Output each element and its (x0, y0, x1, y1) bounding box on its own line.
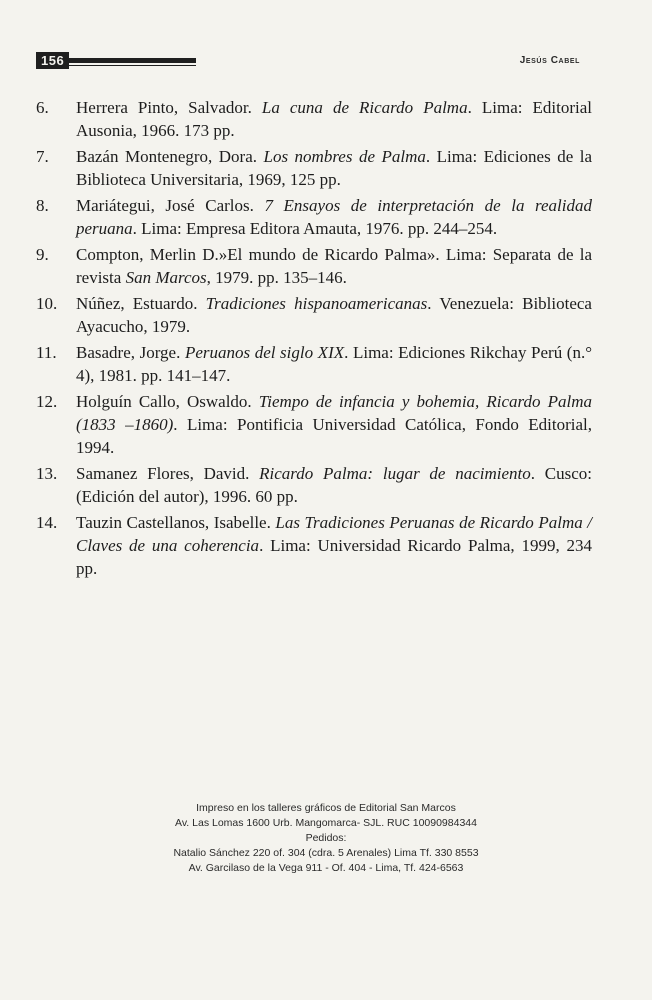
entry-text (76, 513, 592, 578)
entry-publication: . Venezuela: Biblioteca Ayacucho, 1979. (76, 294, 592, 336)
colophon-orders-address-2: Av. Garcilaso de la Vega 911 - Of. 404 - Lima, Tf. 424-6563 (188, 862, 464, 874)
entry-text (76, 196, 592, 238)
bibliography-entry (36, 341, 592, 387)
header-rule-thin (68, 65, 196, 66)
printer-colophon (0, 801, 652, 876)
entry-title: Los nombres de Palma (263, 147, 426, 166)
header-rule (68, 58, 196, 63)
colophon-orders-address-1: Natalio Sánchez 220 of. 304 (cdra. 5 Arenales) Lima Tf. 330 8553 (173, 847, 479, 859)
entry-text (76, 464, 592, 506)
page-header (36, 52, 592, 70)
entry-title: Tradiciones hispanoamericanas (205, 294, 428, 313)
entry-title: 7 Ensayos de interpretación de la realidad peruana (76, 196, 592, 238)
entry-author: Tauzin Castellanos, Isabelle. (76, 513, 276, 532)
entry-number: 9. (36, 245, 49, 264)
entry-number: 7. (36, 147, 49, 166)
running-head: Jesús Cabel (519, 55, 580, 66)
entry-publication: . Lima: Universidad Ricardo Palma, 1999, 234 pp. (76, 536, 592, 578)
entry-number: 12. (36, 392, 58, 411)
colophon-address: Av. Las Lomas 1600 Urb. Mangomarca- SJL. RUC 10090984344 (175, 817, 477, 829)
entry-author: Bazán Montenegro, Dora. (76, 147, 264, 166)
entry-text (76, 98, 592, 140)
bibliography-list (36, 96, 592, 583)
entry-publication: . Lima: Pontificia Universidad Católica, Fondo Editorial, 1994. (76, 415, 592, 457)
bibliography-entry (36, 511, 592, 580)
entry-text (76, 245, 592, 287)
entry-title: Peruanos del siglo XIX (184, 343, 345, 362)
entry-text (76, 343, 592, 385)
entry-number: 13. (36, 464, 58, 483)
bibliography-entry (36, 390, 592, 459)
entry-author: Holguín Callo, Oswaldo. (76, 392, 259, 411)
entry-title: Tiempo de infancia y bohemia, Ricardo Palma (1833 –1860) (76, 392, 592, 434)
entry-author: Herrera Pinto, Salvador. (76, 98, 262, 117)
entry-publication: . Lima: Editorial Ausonia, 1966. 173 pp. (76, 98, 592, 140)
colophon-printer: Impreso en los talleres gráficos de Editorial San Marcos (196, 802, 456, 814)
bibliography-entry (36, 292, 592, 338)
entry-number: 6. (36, 98, 49, 117)
page-number: 156 (36, 52, 69, 69)
entry-publication: . Lima: Ediciones Rikchay Perú (n.° 4), 1981. pp. 141–147. (76, 343, 592, 385)
entry-number: 8. (36, 196, 49, 215)
entry-author: Núñez, Estuardo. (76, 294, 206, 313)
entry-title: La cuna de Ricardo Palma (261, 98, 468, 117)
entry-text (76, 294, 592, 336)
bibliography-entry (36, 243, 592, 289)
entry-text (76, 392, 592, 457)
entry-publication: . Lima: Ediciones de la Biblioteca Universitaria, 1969, 125 pp. (76, 147, 592, 189)
entry-title: Las Tradiciones Peruanas de Ricardo Palma / Claves de una coherencia (76, 513, 593, 555)
entry-author: Samanez Flores, David. (76, 464, 260, 483)
bibliography-entry (36, 145, 592, 191)
entry-title: San Marcos (125, 268, 207, 287)
entry-author: Mariátegui, José Carlos. (76, 196, 265, 215)
entry-number: 14. (36, 513, 58, 532)
entry-author: Compton, Merlin D.»El mundo de Ricardo Palma». Lima: Separata de la revista (76, 245, 592, 287)
colophon-orders-label: Pedidos: (305, 832, 347, 844)
entry-publication: , 1979. pp. 135–146. (206, 268, 347, 287)
entry-author: Basadre, Jorge. (76, 343, 185, 362)
entry-text (76, 147, 592, 189)
bibliography-entry (36, 194, 592, 240)
entry-publication: . Cusco: (Edición del autor), 1996. 60 pp. (76, 464, 592, 506)
bibliography-entry (36, 96, 592, 142)
entry-publication: . Lima: Empresa Editora Amauta, 1976. pp. 244–254. (132, 219, 498, 238)
entry-title: Ricardo Palma: lugar de nacimiento (259, 464, 531, 483)
entry-number: 11. (36, 343, 57, 362)
bibliography-entry (36, 462, 592, 508)
entry-number: 10. (36, 294, 58, 313)
